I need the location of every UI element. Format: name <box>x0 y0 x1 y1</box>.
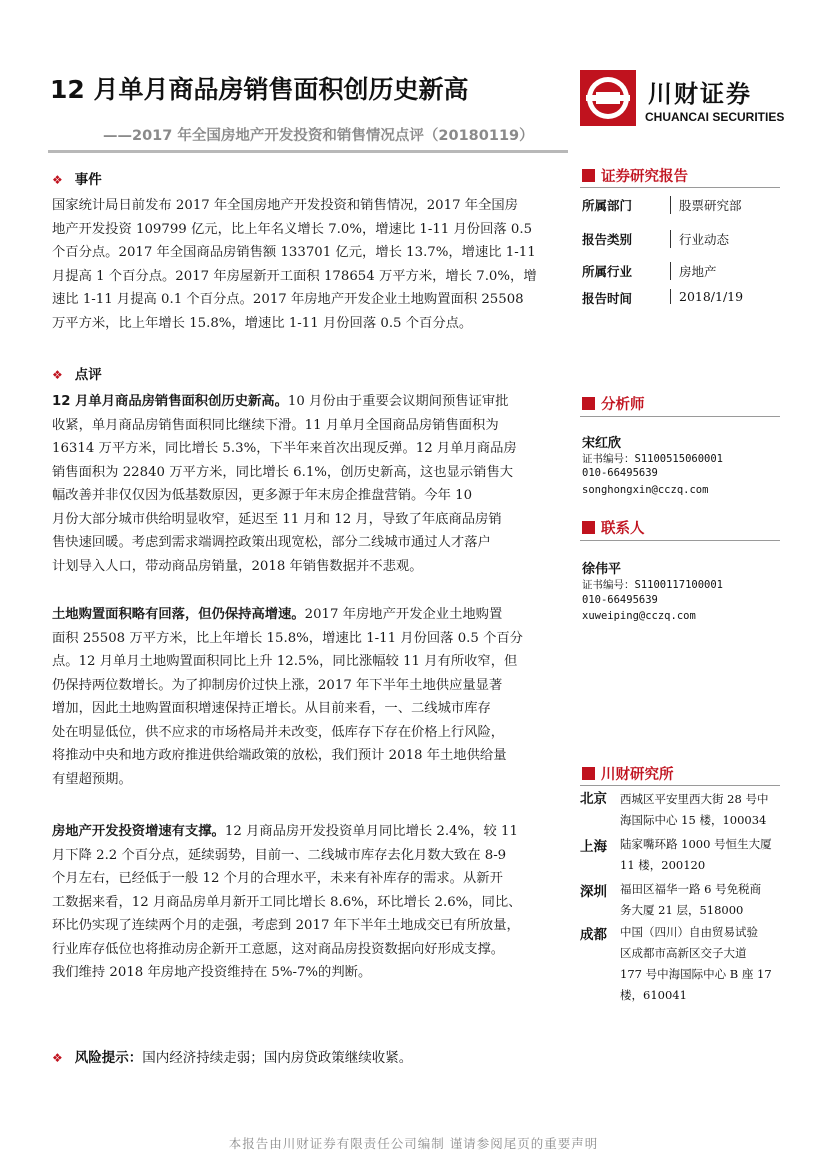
meta-key-department: 所属部门 <box>582 198 633 213</box>
event-line: 国家统计局日前发布 2017 年全国房地产开发投资和销售情况，2017 年全国房 <box>52 198 518 213</box>
paragraph-line: 12 月商品房开发投资单月同比增长 2.4%，较 11 <box>224 824 518 839</box>
chuancai-logo-icon <box>580 70 636 126</box>
paragraph-line: 环比仍实现了连续两个月的走强，考虑到 2017 年下半年土地成交已有所放量， <box>52 918 520 933</box>
paragraph-1-lead: 12 月单月商品房销售面积创历史新高。 <box>52 394 288 409</box>
analyst-title: 分析师 <box>601 397 645 413</box>
address-line: 海国际中心 15 楼，100034 <box>620 813 767 827</box>
institute-title: 川财研究所 <box>601 767 674 783</box>
section-comment-title: 点评 <box>74 367 102 383</box>
sidebar-divider <box>580 187 780 188</box>
address-line: 楼，610041 <box>620 988 687 1002</box>
report-title: 12 月单月商品房销售面积创历史新高 <box>50 75 469 104</box>
logo-text-en: CHUANCAI SECURITIES <box>645 110 785 124</box>
red-square-icon <box>582 767 595 780</box>
office-city-beijing: 北京 <box>580 791 607 807</box>
comment-paragraph-1 <box>52 390 568 578</box>
contact-cert: 证书编号：S1100117100001 <box>582 579 724 591</box>
paragraph-line: 计划导入人口，带动商品房销量，2018 年销售数据并不悲观。 <box>52 558 423 574</box>
paragraph-line: 月份大部分城市供给明显收窄，延迟至 11 月和 12 月，导致了年底商品房销 <box>52 511 502 527</box>
analyst-email[interactable]: songhongxin@cczq.com <box>582 484 709 496</box>
header-divider <box>48 150 568 153</box>
analyst-phone: 010-66495639 <box>582 467 658 479</box>
diamond-bullet-icon: ❖ <box>52 1051 63 1065</box>
office-city-shenzhen: 深圳 <box>580 884 607 900</box>
paragraph-line: 有望超预期。 <box>52 771 132 787</box>
page-footer: 本报告由川财证券有限责任公司编制 谨请参阅尾页的重要声明 <box>228 1136 599 1151</box>
meta-value-industry: 房地产 <box>670 262 717 280</box>
sidebar-divider <box>580 785 780 786</box>
risk-warning <box>52 1046 412 1066</box>
red-square-icon <box>582 169 595 182</box>
report-type-heading <box>582 165 688 186</box>
meta-key-industry: 所属行业 <box>582 264 633 279</box>
paragraph-line: 幅改善并非仅仅因为低基数原因，更多源于年末房企推盘营销。今年 10 <box>52 488 473 503</box>
paragraph-line: 增加，因此土地购置面积增速保持正增长。从目前来看，一、二线城市库存 <box>52 701 491 716</box>
paragraph-line: 售快速回暖。考虑到需求端调控政策出现宽松，部分二线城市通过人才落户 <box>52 535 491 550</box>
address-line: 务大厦 21 层，518000 <box>620 903 744 917</box>
contact-email[interactable]: xuweiping@cczq.com <box>582 610 696 622</box>
office-city-chengdu: 成都 <box>580 927 607 943</box>
meta-value-category: 行业动态 <box>670 230 729 248</box>
event-paragraph <box>52 194 568 335</box>
section-comment-heading <box>52 363 102 383</box>
meta-value-date: 2018/1/19 <box>670 289 743 304</box>
event-line: 地产开发投资 109799 亿元，比上年名义增长 7.0%，增速比 1-11 月份回落 0.5 <box>52 221 533 237</box>
analyst-cert: 证书编号：S1100515060001 <box>582 453 724 465</box>
address-line: 177 号中海国际中心 B 座 17 <box>620 967 772 981</box>
address-line: 中国（四川）自由贸易试验 <box>620 925 758 939</box>
report-subtitle: ——2017 年全国房地产开发投资和销售情况点评（20180119） <box>103 128 534 144</box>
paragraph-3-lead: 房地产开发投资增速有支撑。 <box>52 824 225 839</box>
address-line: 西城区平安里西大街 28 号中 <box>620 792 769 806</box>
risk-text: 国内经济持续走弱；国内房贷政策继续收紧。 <box>142 1050 413 1066</box>
red-square-icon <box>582 397 595 410</box>
paragraph-line: 月下降 2.2 个百分点，延续弱势，目前一、二线城市库存去化月数大致在 8-9 <box>52 847 507 863</box>
office-address-beijing <box>620 789 768 831</box>
paragraph-line: 销售面积为 22840 万平方米，同比增长 6.1%，创历史新高，这也显示销售大 <box>52 464 514 480</box>
event-line: 速比 1-11 月提高 0.1 个百分点。2017 年房地产开发企业土地购置面积 25508 <box>52 292 524 307</box>
comment-paragraph-2 <box>52 603 568 791</box>
sidebar-divider <box>580 540 780 541</box>
section-event-title: 事件 <box>74 172 102 188</box>
contact-name: 徐伟平 <box>582 562 622 577</box>
logo-text-cn: 川财证券 <box>648 80 752 108</box>
meta-key-date: 报告时间 <box>582 291 633 306</box>
paragraph-line: 16314 万平方米，同比增长 5.3%，下半年来首次出现反弹。12 月单月商品房 <box>52 441 517 456</box>
paragraph-line: 10 月份由于重要会议期间预售证审批 <box>287 394 509 409</box>
report-type-title: 证券研究报告 <box>601 169 688 185</box>
office-city-shanghai: 上海 <box>580 839 607 855</box>
analyst-heading <box>582 393 645 414</box>
red-square-icon <box>582 521 595 534</box>
paragraph-line: 仍保持两位数增长。为了抑制房价过快上涨，2017 年下半年土地供应量显著 <box>52 677 503 693</box>
office-address-chengdu <box>620 922 772 1006</box>
address-line: 福田区福华一路 6 号免税商 <box>620 882 762 896</box>
paragraph-line: 工数据来看，12 月商品房单月新开工同比增长 8.6%，环比增长 2.6%，同比、 <box>52 894 522 910</box>
contact-heading <box>582 517 645 538</box>
paragraph-line: 点。12 月单月土地购置面积同比上升 12.5%，同比涨幅较 11 月有所收窄，但 <box>52 654 518 669</box>
address-line: 区成都市高新区交子大道 <box>620 946 747 960</box>
paragraph-line: 处在明显低位，供不应求的市场格局并未改变，低库存下存在价格上行风险， <box>52 724 505 740</box>
event-line: 万平方米，比上年增长 15.8%，增速比 1-11 月份回落 0.5 个百分点。 <box>52 315 473 331</box>
paragraph-line: 面积 25508 万平方米，比上年增长 15.8%，增速比 1-11 月份回落 0.5 个百分 <box>52 630 523 646</box>
diamond-bullet-icon: ❖ <box>52 368 63 382</box>
risk-label: 风险提示： <box>74 1050 143 1066</box>
office-address-shanghai <box>620 834 772 876</box>
paragraph-line: 行业库存低位也将推动房企新开工意愿，这对商品房投资数据向好形成支撑。 <box>52 941 505 957</box>
meta-key-category: 报告类别 <box>582 232 633 247</box>
paragraph-line: 收紧，单月商品房销售面积同比继续下滑。11 月单月全国商品房销售面积为 <box>52 417 499 433</box>
diamond-bullet-icon: ❖ <box>52 173 63 187</box>
office-address-shenzhen <box>620 879 761 921</box>
paragraph-line: 2017 年房地产开发企业土地购置 <box>304 607 503 622</box>
contact-phone: 010-66495639 <box>582 594 658 606</box>
sidebar-divider <box>580 416 780 417</box>
comment-paragraph-3 <box>52 820 568 985</box>
section-event-heading <box>52 168 102 188</box>
paragraph-line: 个月左右，已经低于一般 12 个月的合理水平，未来有补库存的需求。从新开 <box>52 871 503 886</box>
paragraph-line: 我们维持 2018 年房地产投资维持在 5%-7%的判断。 <box>52 965 372 980</box>
analyst-name: 宋红欣 <box>582 436 622 451</box>
institute-heading <box>582 763 674 784</box>
paragraph-line: 将推动中央和地方政府推进供给端政策的放松，我们预计 2018 年土地供给量 <box>52 748 507 763</box>
paragraph-2-lead: 土地购置面积略有回落，但仍保持高增速。 <box>52 607 305 622</box>
address-line: 11 楼，200120 <box>620 858 706 872</box>
meta-value-department: 股票研究部 <box>670 196 742 214</box>
event-line: 个百分点。2017 年全国商品房销售额 133701 亿元，增长 13.7%，增速比 1-11 <box>52 245 536 260</box>
contact-title: 联系人 <box>601 521 645 537</box>
event-line: 月提高 1 个百分点。2017 年房屋新开工面积 178654 万平方米，增长 7.0%，增 <box>52 268 537 284</box>
address-line: 陆家嘴环路 1000 号恒生大厦 <box>620 837 772 851</box>
